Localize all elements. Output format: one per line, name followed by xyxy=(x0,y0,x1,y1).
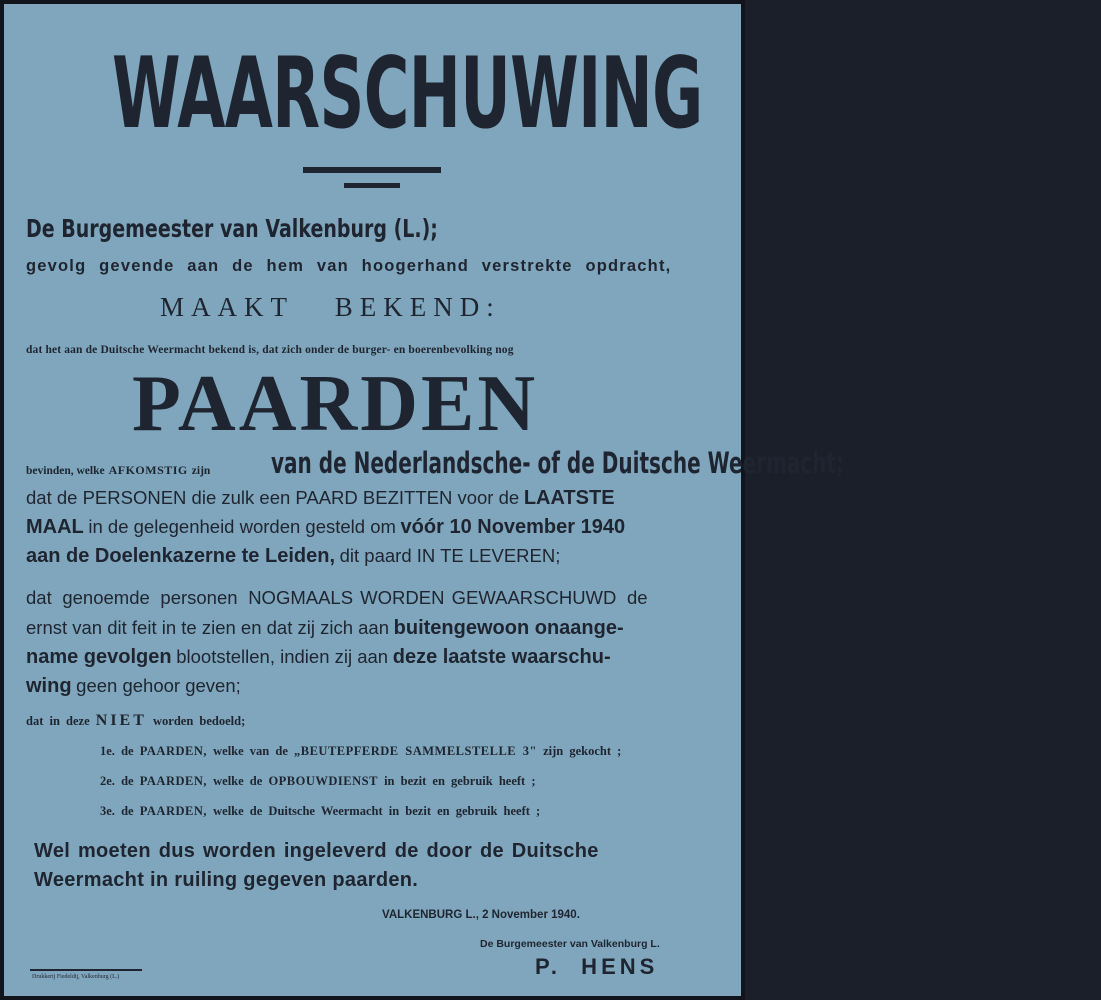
paragraph-4-line-1: dat genoemde personen NOGMAALS WORDEN GEWAARSCHUWD de xyxy=(26,587,648,608)
paragraph-3-line-3: aan de Doelenkazerne te Leiden, dit paard IN TE LEVEREN; xyxy=(26,545,561,567)
place-date: VALKENBURG L., 2 November 1940. xyxy=(382,909,580,921)
title: WAARSCHUWING xyxy=(112,37,703,151)
printer-rule xyxy=(30,969,142,971)
printer-imprint: Drukkerij Fiedeldij, Valkenburg (L.) xyxy=(32,974,120,980)
intro-line: gevolg gevende aan de hem van hoogerhand verstrekte opdracht, xyxy=(26,257,672,275)
paragraph-5: dat in deze NIET worden bedoeld; xyxy=(26,712,246,729)
closing-line-1: Wel moeten dus worden ingeleverd de door de Duitsche xyxy=(34,840,599,862)
paragraph-4-line-2: ernst van dit feit in te zien en dat zij zich aan buitengewoon onaange- xyxy=(26,617,624,639)
paragraph-3-line-1: dat de PERSONEN die zulk een PAARD BEZITTEN voor de LAATSTE xyxy=(26,487,615,509)
exception-item-3: 3e. de PAARDEN, welke de Duitsche Weermacht in bezit en gebruik heeft ; xyxy=(100,804,541,818)
announce-heading: MAAKT BEKEND: xyxy=(160,292,501,322)
paragraph-2: bevinden, welke AFKOMSTIG zijn xyxy=(26,463,211,477)
signature-title: De Burgemeester van Valkenburg L. xyxy=(480,938,660,950)
signature-name: P. HENS xyxy=(535,954,659,979)
exception-item-1: 1e. de PAARDEN, welke van de „BEUTEPFERDE SAMMELSTELLE 3" zijn gekocht ; xyxy=(100,744,622,758)
paragraph-3-line-2: MAAL in de gelegenheid worden gesteld om vóór 10 November 1940 xyxy=(26,516,626,538)
paragraph-4-line-3: name gevolgen blootstellen, indien zij aan deze laatste waarschu- xyxy=(26,646,611,668)
paragraph-4-line-4: wing geen gehoor geven; xyxy=(26,675,241,697)
weermacht-phrase: van de Nederlandsche- of de Duitsche Weermacht; xyxy=(271,446,845,480)
title-rule-short xyxy=(344,183,400,188)
big-word-paarden: PAARDEN xyxy=(132,360,539,448)
title-rule-long xyxy=(303,167,441,173)
exception-item-2: 2e. de PAARDEN, welke de OPBOUWDIENST in bezit en gebruik heeft ; xyxy=(100,774,536,788)
closing-line-2: Weermacht in ruiling gegeven paarden. xyxy=(34,869,419,891)
paragraph-1: dat het aan de Duitsche Weermacht bekend is, dat zich onder de burger- en boerenbevolking nog xyxy=(26,344,514,356)
authority-line: De Burgemeester van Valkenburg (L.); xyxy=(26,214,438,243)
